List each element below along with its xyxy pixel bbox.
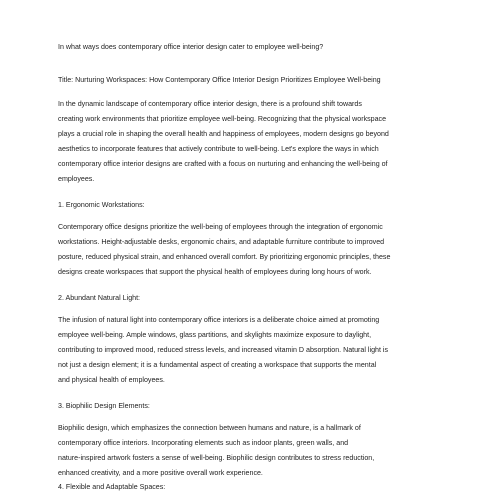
section-line: The infusion of natural light into contemporary office interiors is a deliberate choice aimed at promoting xyxy=(58,316,380,324)
intro-line: contemporary office interior designs are crafted with a focus on nurturing and enhancing the well-being of xyxy=(58,160,388,168)
section-line: Contemporary office designs prioritize the well-being of employees through the integration of ergonomic xyxy=(58,223,383,231)
section-line: posture, reduced physical strain, and enhanced overall comfort. By prioritizing ergonomic principles, these xyxy=(58,253,391,261)
intro-line: plays a crucial role in shaping the overall health and happiness of employees, modern designs go beyond xyxy=(58,130,389,138)
intro-line: aesthetics to incorporate features that actively contribute to well-being. Let's explore the ways in which xyxy=(58,145,379,153)
intro-line: In the dynamic landscape of contemporary office interior design, there is a profound shift towards xyxy=(58,100,362,108)
section-line: enhanced creativity, and a more positive overall work experience. xyxy=(58,469,263,477)
section-line: nature-inspired artwork fosters a sense of well-being. Biophilic design contributes to stress reduction, xyxy=(58,454,375,462)
section-line: and physical health of employees. xyxy=(58,376,165,384)
section-line: contemporary office interiors. Incorporating elements such as indoor plants, green walls, and xyxy=(58,439,349,447)
section-line: workstations. Height-adjustable desks, ergonomic chairs, and adaptable furniture contribute to improved xyxy=(58,238,385,246)
section-heading: 1. Ergonomic Workstations: xyxy=(58,201,145,209)
section-heading: 3. Biophilic Design Elements: xyxy=(58,402,150,410)
intro-line: employees. xyxy=(58,175,95,183)
section-line: Biophilic design, which emphasizes the connection between humans and nature, is a hallmark of xyxy=(58,424,361,432)
document-title: Title: Nurturing Workspaces: How Contemporary Office Interior Design Prioritizes Employee Well-being xyxy=(58,76,381,84)
section-line: not just a design element; it is a fundamental aspect of creating a workspace that supports the mental xyxy=(58,361,377,369)
section-heading: 4. Flexible and Adaptable Spaces: xyxy=(58,483,166,491)
question-text: In what ways does contemporary office interior design cater to employee well-being? xyxy=(58,43,324,51)
section-line: employee well-being. Ample windows, glass partitions, and skylights maximize exposure to daylight, xyxy=(58,331,372,339)
section-line: designs create workspaces that support the physical health of employees during long hours of work. xyxy=(58,268,372,276)
section-line: contributing to improved mood, reduced stress levels, and increased vitamin D absorption. Natural light is xyxy=(58,346,389,354)
intro-line: creating work environments that prioritize employee well-being. Recognizing that the physical workspace xyxy=(58,115,387,123)
section-heading: 2. Abundant Natural Light: xyxy=(58,294,141,302)
